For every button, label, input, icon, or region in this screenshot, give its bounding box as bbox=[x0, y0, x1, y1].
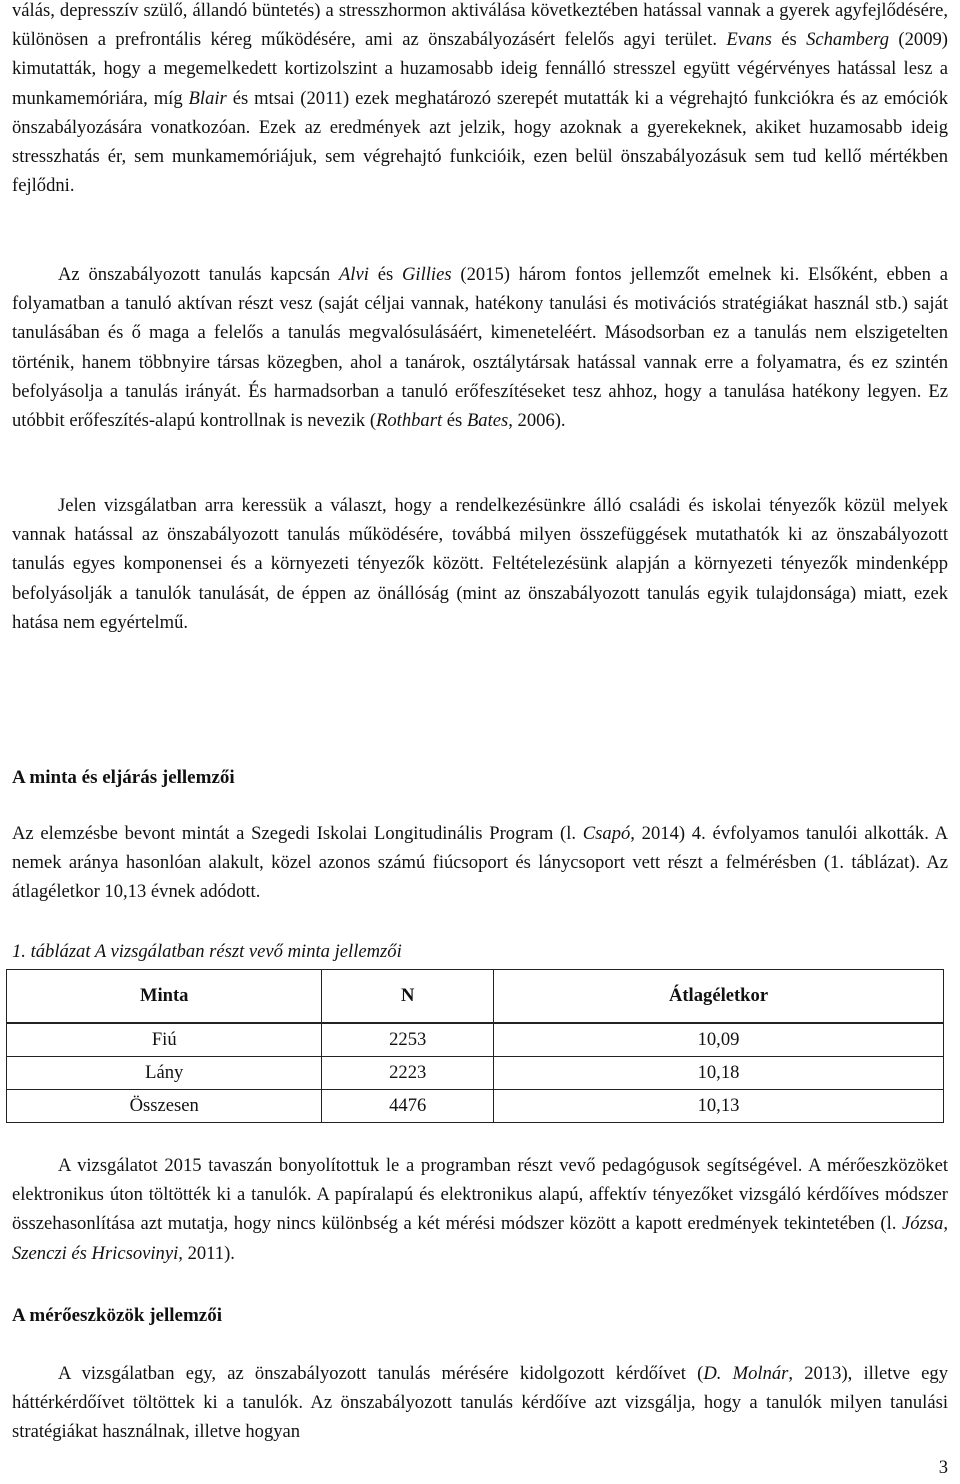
page-number: 3 bbox=[938, 1456, 948, 1478]
text-run: (2009) kimutatták, hogy a megemelkedett kortizolszint a huzamosabb ideig fennálló stresszel együtt végérvényes hatással lesz a munkamemóriára, míg bbox=[12, 29, 948, 109]
table-row bbox=[7, 1023, 944, 1057]
paragraph-1 bbox=[12, 0, 948, 260]
table-cell: 4476 bbox=[322, 1090, 494, 1123]
paragraph-4 bbox=[12, 819, 948, 937]
table-cell: Lány bbox=[7, 1057, 322, 1090]
table-cell: 10,18 bbox=[494, 1057, 944, 1090]
author-name: Evans bbox=[726, 29, 772, 51]
author-name: Alvi bbox=[338, 264, 369, 285]
section-heading-sample: A minta és eljárás jellemzői bbox=[12, 767, 235, 788]
table-cell: Fiú bbox=[7, 1023, 322, 1057]
author-name: Csapó bbox=[582, 823, 631, 844]
table-header-row bbox=[7, 970, 944, 1024]
paragraph-5 bbox=[12, 1151, 948, 1301]
paragraph-2 bbox=[12, 260, 948, 491]
table-cell: 10,09 bbox=[494, 1023, 944, 1057]
section-heading-instruments: A mérőeszközök jellemzői bbox=[12, 1305, 222, 1326]
text-run: és mtsai (2011) ezek meghatározó szerepét mutatták ki a végrehajtó funkciókra és az emóciók önszabályozására vonatkozóan. Ezek az eredmények azt jelzik, hogy azoknak a gyerekeknek, akiket huzamosabb ideig stresszhatás ér, sem munkamemóriájuk, sem végrehajtó funkcióik, ezen belül önszabályozásuk sem tud kellő mértékben fejlődni. bbox=[12, 87, 948, 197]
text-run: (2015) három fontos jellemzőt emelnek ki. Elsőként, ebben a folyamatban a tanuló aktívan részt vesz (saját céljai vannak, hatékony tanulási és motivációs stratégiákat használ stb.) saját tanulásában és ő maga a felelős a tanulás megvalósulásáért, kimeneteléért. Másodsorban ez a tanulás nem elszigetelten történik, hanem többnyire társas közegben, ahol a tanárok, osztálytársak hatással vannak erre a folyamatra, és ez szintén befolyásolja a tanulás irányát. És harmadsorban a tanuló erőfeszítéseket tesz ahhoz, hogy a tanulása hatékony legyen. Ez utóbbit erőfeszítés-alapú kontrollnak is nevezik ( bbox=[12, 264, 948, 432]
text-run: 2011). bbox=[182, 1242, 235, 1264]
table-cell: Összesen bbox=[7, 1090, 322, 1123]
text-run: és bbox=[368, 264, 402, 285]
author-name: Bates bbox=[466, 410, 509, 432]
author-name: Rothbart bbox=[376, 410, 443, 432]
author-name: D. Molnár bbox=[703, 1363, 789, 1384]
table-row bbox=[7, 1090, 944, 1123]
text-run: , 2006). bbox=[508, 410, 566, 432]
table-caption: 1. táblázat A vizsgálatban részt vevő minta jellemzői bbox=[12, 941, 402, 962]
text-run: válás, depresszív szülő, állandó büntetés) a stresszhormon aktiválása következtében hatással vannak a gyerek agyfejlődésére, különösen a prefrontális kéreg működésére, ami az önszabályozásért felelős agyi terület. bbox=[12, 0, 948, 51]
sample-table bbox=[6, 969, 944, 1123]
text-run: Az elemzésbe bevont mintát a Szegedi Iskolai Longitudinális Program (l. bbox=[12, 823, 583, 844]
author-name: Blair bbox=[188, 87, 227, 109]
table-cell: 2253 bbox=[322, 1023, 494, 1057]
text-run: Az önszabályozott tanulás kapcsán bbox=[58, 264, 339, 285]
text-run: A vizsgálatot 2015 tavaszán bonyolítottuk le a programban részt vevő pedagógusok segítségével. A mérőeszközöket elektronikus úton töltötték ki a tanulók. A papíralapú és elektronikus alapú, affektív tényezőket vizsgáló kérdőíves módszer összehasonlítása azt mutatja, hogy nincs különbség a két mérési módszer között a kapott eredmények tekintetében (l. bbox=[12, 1155, 948, 1235]
column-header: Átlagéletkor bbox=[494, 970, 944, 1024]
author-name: Józsa, Szenczi és Hricsovinyi, bbox=[12, 1213, 948, 1264]
table-cell: 10,13 bbox=[494, 1090, 944, 1123]
paragraph-3: Jelen vizsgálatban arra keressük a választ, hogy a rendelkezésünkre álló családi és iskolai tényezők közül melyek vannak hatással az önszabályozott tanulás működésére, továbbá milyen összefüggések mutathatók ki az önszabályozott tanulás egyes komponensei és a környezeti tényezők között. Feltételezésünk alapján a környezeti tényezők mindenképp befolyásolják a tanulók tanulását, de éppen az önállóság (mint az önszabályozott tanulás egyik tulajdonsága) miatt, ezek hatása nem egyértelmű. bbox=[12, 495, 948, 633]
table-row bbox=[7, 1057, 944, 1090]
author-name: Gillies bbox=[402, 264, 452, 285]
paragraph-6 bbox=[12, 1359, 948, 1447]
text-run: és bbox=[771, 29, 807, 51]
table-cell: 2223 bbox=[322, 1057, 494, 1090]
text-run: A vizsgálatban egy, az önszabályozott tanulás mérésére kidolgozott kérdőívet ( bbox=[58, 1363, 704, 1384]
column-header: N bbox=[322, 970, 494, 1024]
author-name: Schamberg bbox=[806, 29, 890, 51]
text-run: és bbox=[442, 410, 467, 432]
text-run: , 2013), illetve egy háttérkérdőívet töltöttek ki a tanulók. Az önszabályozott tanulás kérdőíve azt vizsgálja, hogy a tanulók milyen tanulási stratégiákat használnak, illetve hogyan bbox=[12, 1363, 948, 1443]
text-run: , 2014) 4. évfolyamos tanulói alkották. A nemek aránya hasonlóan alakult, közel azonos számú fiúcsoport és lánycsoport vett részt a felmérésben (1. táblázat). Az átlagéletkor 10,13 évnek adódott. bbox=[12, 823, 948, 903]
column-header: Minta bbox=[7, 970, 322, 1024]
document-page bbox=[12, 0, 948, 1447]
